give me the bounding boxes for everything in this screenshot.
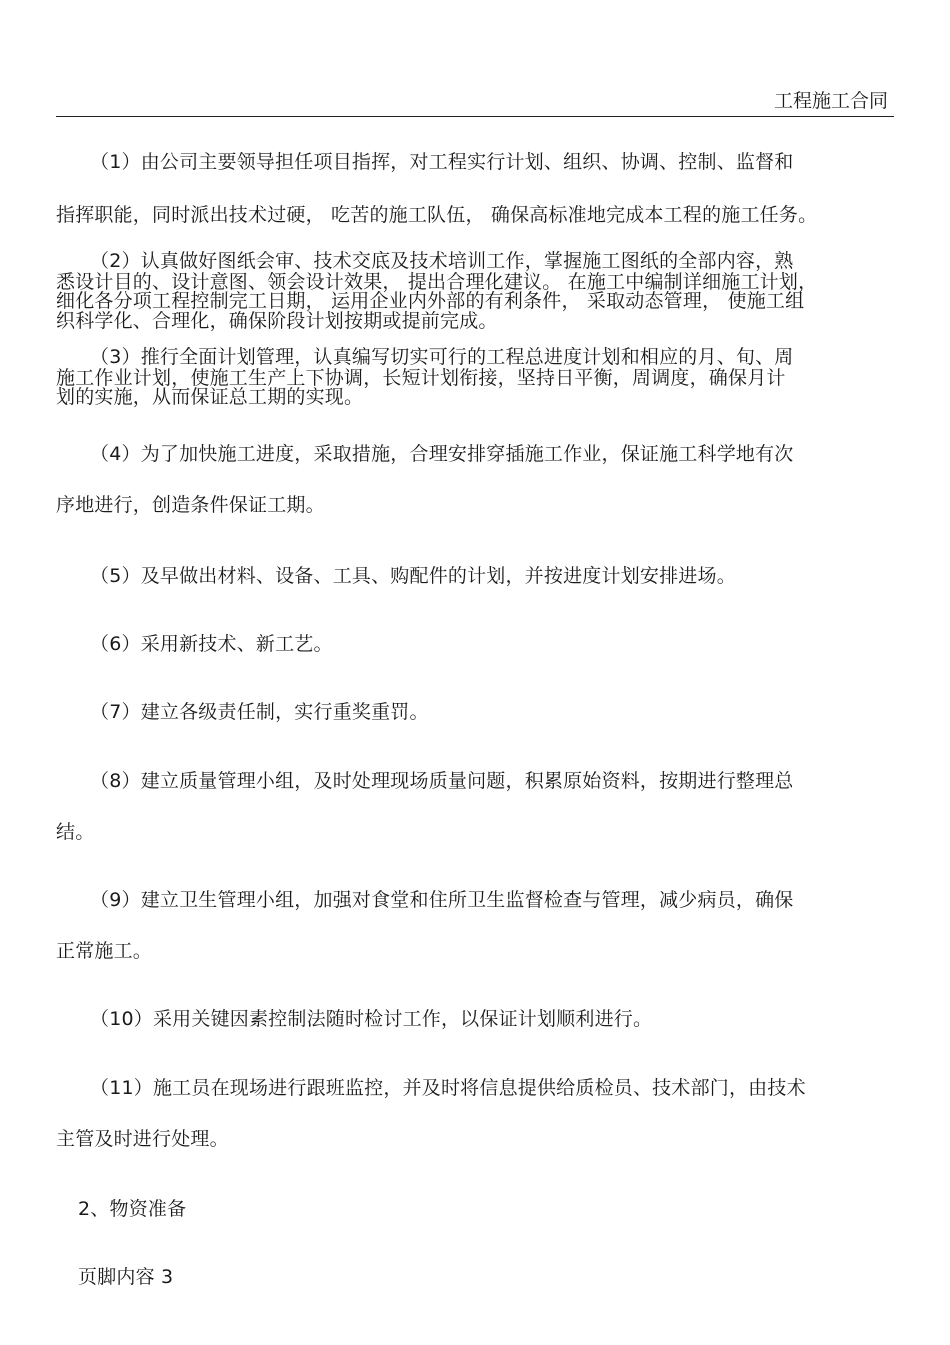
header-divider <box>56 116 894 117</box>
paragraph-2-line-4: 织科学化、合理化，确保阶段计划按期或提前完成。 <box>56 310 498 332</box>
paragraph-3-line-3: 划的实施，从而保证总工期的实现。 <box>56 386 364 408</box>
paragraph-7-line-1: （7）建立各级责任制，实行重奖重罚。 <box>90 701 429 723</box>
paragraph-5-line-1: （5）及早做出材料、设备、工具、购配件的计划，并按进度计划安排进场。 <box>90 565 736 587</box>
paragraph-8-line-2: 结。 <box>56 821 95 843</box>
paragraph-9-line-2: 正常施工。 <box>56 940 153 962</box>
section-heading: 2、物资准备 <box>78 1198 187 1220</box>
paragraph-6-line-1: （6）采用新技术、新工艺。 <box>90 633 333 655</box>
paragraph-4-line-2: 序地进行，创造条件保证工期。 <box>56 494 325 516</box>
paragraph-2-line-1: （2）认真做好图纸会审、技术交底及技术培训工作，掌握施工图纸的全部内容，熟 <box>90 250 794 272</box>
paragraph-4-line-1: （4）为了加快施工进度，采取措施，合理安排穿插施工作业，保证施工科学地有次 <box>90 443 794 465</box>
paragraph-1-line-1: （1）由公司主要领导担任项目指挥，对工程实行计划、组织、协调、控制、监督和 <box>90 151 794 173</box>
paragraph-1-line-2: 指挥职能，同时派出技术过硬， 吃苦的施工队伍， 确保高标准地完成本工程的施工任务。 <box>56 204 818 226</box>
page-footer: 页脚内容 3 <box>78 1266 174 1288</box>
paragraph-11-line-1: （11）施工员在现场进行跟班监控，并及时将信息提供给质检员、技术部门，由技术 <box>90 1077 806 1099</box>
paragraph-3-line-2: 施工作业计划，使施工生产上下协调，长短计划衔接，坚持日平衡，周调度，确保月计 <box>56 367 786 389</box>
paragraph-10-line-1: （10）采用关键因素控制法随时检讨工作，以保证计划顺利进行。 <box>90 1008 653 1030</box>
paragraph-9-line-1: （9）建立卫生管理小组，加强对食堂和住所卫生监督检查与管理，减少病员，确保 <box>90 889 794 911</box>
paragraph-2-line-3: 细化各分项工程控制完工日期， 运用企业内外部的有利条件， 采取动态管理， 使施工组 <box>56 290 805 312</box>
page-header-title: 工程施工合同 <box>773 90 888 112</box>
paragraph-3-line-1: （3）推行全面计划管理，认真编写切实可行的工程总进度计划和相应的月、旬、周 <box>90 346 794 368</box>
paragraph-11-line-2: 主管及时进行处理。 <box>56 1128 229 1150</box>
paragraph-2-line-2: 悉设计目的、设计意图、领会设计效果， 提出合理化建议。 在施工中编制详细施工计划， <box>56 271 818 293</box>
paragraph-8-line-1: （8）建立质量管理小组，及时处理现场质量问题，积累原始资料，按期进行整理总 <box>90 770 794 792</box>
